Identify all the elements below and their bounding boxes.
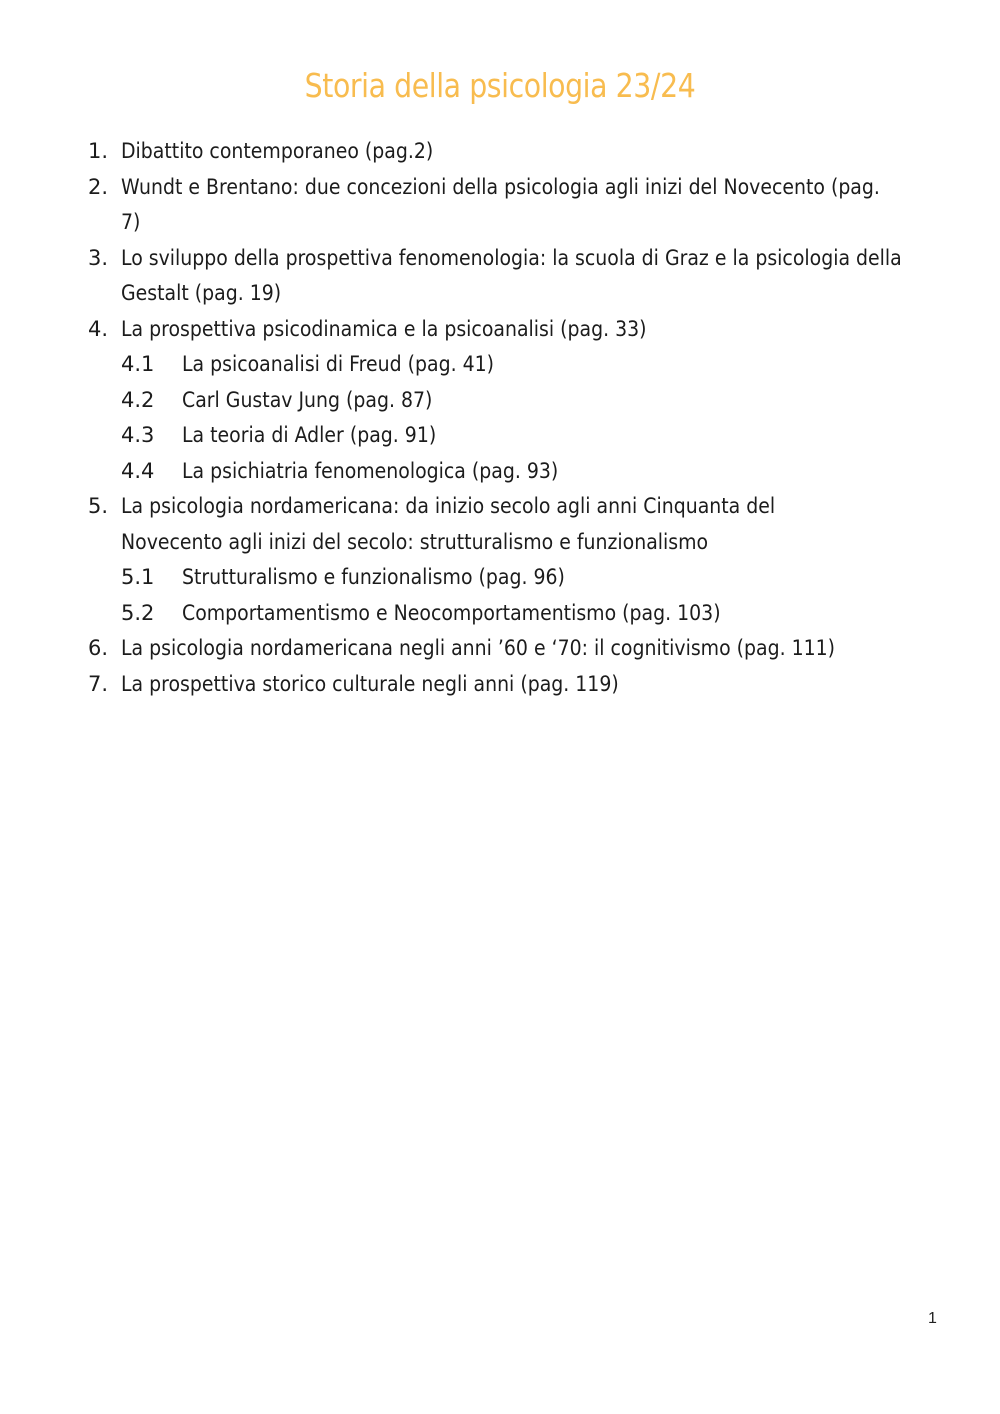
page-number: 1 — [928, 1310, 937, 1327]
toc-subitem-5-1 — [88, 560, 948, 596]
toc-item-6 — [88, 631, 948, 667]
toc-item-number: 1. — [88, 139, 109, 163]
page-title: Storia della psicologia 23/24 — [304, 66, 696, 105]
toc-item-text: La psicologia nordamericana: da inizio secolo agli anni Cinquanta del Novecento agli inizi del secolo: strutturalismo e funzionalismo — [121, 494, 776, 554]
toc-item-text: Dibattito contemporaneo (pag.2) — [121, 139, 434, 163]
toc-item-number: 6. — [88, 636, 109, 660]
toc-item-5 — [88, 489, 948, 560]
toc-item-4 — [88, 312, 948, 348]
toc-subitem-number: 5.1 — [121, 565, 155, 589]
toc-item-number: 7. — [88, 671, 109, 696]
toc-item-text: La prospettiva storico culturale negli anni (pag. 119) — [121, 671, 619, 696]
table-of-contents — [88, 134, 948, 702]
toc-subitem-text: Comportamentismo e Neocomportamentismo (pag. 103) — [182, 600, 721, 625]
toc-item-text: La prospettiva psicodinamica e la psicoanalisi (pag. 33) — [121, 316, 647, 341]
toc-item-text: Lo sviluppo della prospettiva fenomenologia: la scuola di Graz e la psicologia della Gestalt (pag. 19) — [121, 245, 902, 305]
toc-subitem-number: 4.4 — [121, 458, 155, 483]
toc-item-1 — [88, 134, 948, 170]
toc-subitem-number: 4.1 — [121, 352, 155, 376]
toc-item-text: La psicologia nordamericana negli anni ’60 e ‘70: il cognitivismo (pag. 111) — [121, 636, 836, 660]
toc-subitem-text: La psichiatria fenomenologica (pag. 93) — [182, 458, 559, 483]
toc-item-2 — [88, 170, 948, 241]
toc-subitem-text: La psicoanalisi di Freud (pag. 41) — [182, 352, 495, 376]
toc-subitem-4-4 — [88, 454, 948, 490]
toc-subitem-4-2 — [88, 383, 948, 419]
toc-subitem-number: 5.2 — [121, 600, 155, 625]
toc-subitem-text: Carl Gustav Jung (pag. 87) — [182, 387, 433, 412]
toc-item-number: 4. — [88, 316, 109, 341]
toc-item-7 — [88, 667, 948, 703]
toc-subitem-number: 4.2 — [121, 387, 155, 412]
toc-subitem-4-1 — [88, 347, 948, 383]
toc-item-number: 2. — [88, 174, 109, 199]
toc-item-3 — [88, 241, 948, 312]
toc-subitem-text: La teoria di Adler (pag. 91) — [182, 423, 437, 447]
toc-subitem-4-3 — [88, 418, 948, 454]
toc-item-number: 3. — [88, 245, 109, 270]
toc-subitem-number: 4.3 — [121, 423, 155, 447]
toc-subitem-5-2 — [88, 596, 948, 632]
toc-item-number: 5. — [88, 494, 109, 518]
toc-subitem-text: Strutturalismo e funzionalismo (pag. 96) — [182, 565, 565, 589]
toc-item-text: Wundt e Brentano: due concezioni della psicologia agli inizi del Novecento (pag. 7) — [121, 174, 880, 234]
